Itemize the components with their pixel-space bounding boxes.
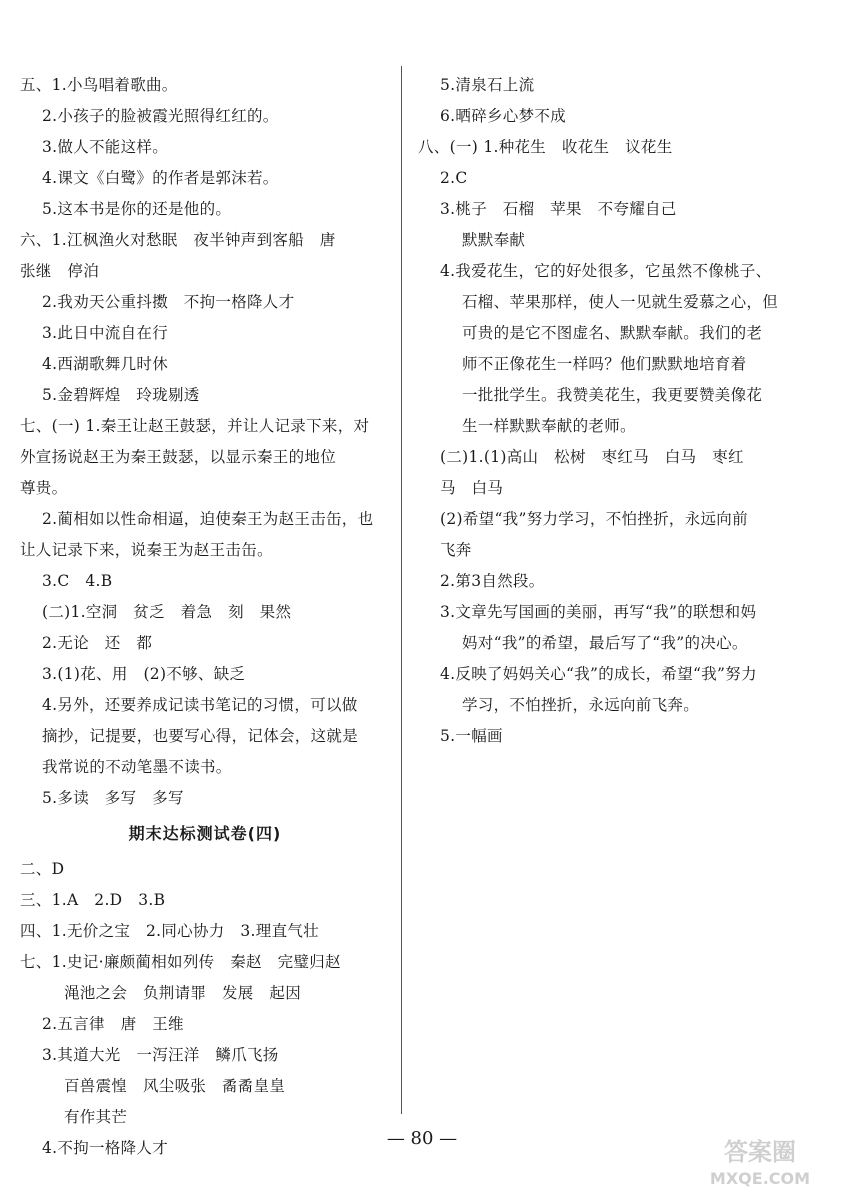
answer-line: (二)1.空洞 贫乏 着急 刻 果然 [42,603,292,621]
answer-line: 可贵的是它不图虚名、默默奉献。我们的老 [462,324,763,342]
answer-line: 外宣扬说赵王为秦王鼓瑟，以显示秦王的地位 [20,448,337,466]
answer-line: 四、1.无价之宝 2.同心协力 3.理直气壮 [20,922,319,940]
watermark-logo [690,1130,830,1192]
page-number: — 80 — [386,1128,458,1149]
answer-line: 2.第3自然段。 [440,572,545,590]
answer-line: 尊贵。 [20,479,68,497]
answer-line: 3.此日中流自在行 [42,324,168,342]
right-answer-lines [418,70,818,752]
answer-line: 2.C [440,169,468,187]
answer-line: 4.西湖歌舞几时休 [42,355,168,373]
answer-line: 张继 停泊 [20,262,100,280]
answer-line: 4.我爱花生，它的好处很多，它虽然不像桃子、 [440,262,772,280]
answer-line: 六、1.江枫渔火对愁眠 夜半钟声到客船 唐 [20,231,336,249]
right-column [418,70,818,752]
answer-line: (2)希望“我”努力学习，不怕挫折，永远向前 [440,510,748,528]
answer-line: 石榴、苹果那样，使人一见就生爱慕之心，但 [462,293,779,311]
answer-line: 6.晒碎乡心梦不成 [440,107,566,125]
answer-line: 4.另外，还要养成记读书笔记的习惯，可以做 [42,696,358,714]
left-answer-lines-after-heading [20,854,390,1164]
answer-line: 5.清泉石上流 [440,76,535,94]
answer-line: 七、(一) 1.秦王让赵王鼓瑟，并让人记录下来，对 [20,417,370,435]
answer-line: 默默奉献 [462,231,526,249]
answer-line: 3.桃子 石榴 苹果 不夸耀自己 [440,200,677,218]
answer-line: 2.无论 还 都 [42,634,153,652]
answer-line: 摘抄，记提要，也要写心得，记体会，这就是 [42,727,359,745]
answer-line: 3.(1)花、用 (2)不够、缺乏 [42,665,246,683]
answer-line: 2.蔺相如以性命相逼，迫使秦王为赵王击缶，也 [42,510,374,528]
answer-line: 2.我劝天公重抖擞 不拘一格降人才 [42,293,295,311]
answer-line: 百兽震惶 风尘吸张 矞矞皇皇 [64,1077,286,1095]
answer-line: 3.文章先写国画的美丽，再写“我”的联想和妈 [440,603,757,621]
watermark-url: MXQE.COM [709,1169,811,1188]
answer-line: 飞奔 [440,541,472,559]
watermark-text: 答案圈 [724,1138,796,1166]
answer-line: 马 白马 [440,479,504,497]
answer-line: 八、(一) 1.种花生 收花生 议花生 [418,138,673,156]
answer-line: 学习，不怕挫折，永远向前飞奔。 [462,696,700,714]
answer-line: 2.五言律 唐 王维 [42,1015,184,1033]
answer-line: 5.多读 多写 多写 [42,789,184,807]
answer-line: 3.其道大光 一泻汪洋 鳞爪飞扬 [42,1046,279,1064]
answer-line: 妈对“我”的希望，最后写了“我”的决心。 [462,634,748,652]
answer-line: 让人记录下来，说秦王为赵王击缶。 [20,541,273,559]
answer-line: 五、1.小鸟唱着歌曲。 [20,76,178,94]
answer-line: 3.C 4.B [42,572,113,590]
answer-line: 5.这本书是你的还是他的。 [42,200,232,218]
answer-line: 4.反映了妈妈关心“我”的成长，希望“我”努力 [440,665,757,683]
answer-line: 5.金碧辉煌 玲珑剔透 [42,386,200,404]
answer-line: 三、1.A 2.D 3.B [20,891,166,909]
answer-line: (二)1.(1)高山 松树 枣红马 白马 枣红 [440,448,744,466]
answer-line: 二、D [20,860,65,878]
answer-line: 渑池之会 负荆请罪 发展 起因 [64,984,302,1002]
answer-line: 有作其芒 [64,1108,128,1126]
answer-line: 5.一幅画 [440,727,503,745]
left-column [20,70,390,1164]
answer-line: 七、1.史记·廉颇蔺相如列传 秦赵 完璧归赵 [20,953,341,971]
answer-line: 生一样默默奉献的老师。 [462,417,636,435]
answer-line: 一批批学生。我赞美花生，我更要赞美像花 [462,386,763,404]
answer-line: 4.课文《白鹭》的作者是郭沫若。 [42,169,279,187]
answer-line: 4.不拘一格降人才 [42,1139,168,1157]
answer-line: 2.小孩子的脸被霞光照得红红的。 [42,107,279,125]
answer-line: 师不正像花生一样吗？他们默默地培育着 [462,355,747,373]
column-divider [401,66,402,1114]
section-heading: 期末达标测试卷(四) [128,824,282,843]
left-answer-lines [20,70,390,814]
answer-line: 我常说的不动笔墨不读书。 [42,758,232,776]
answer-line: 3.做人不能这样。 [42,138,168,156]
